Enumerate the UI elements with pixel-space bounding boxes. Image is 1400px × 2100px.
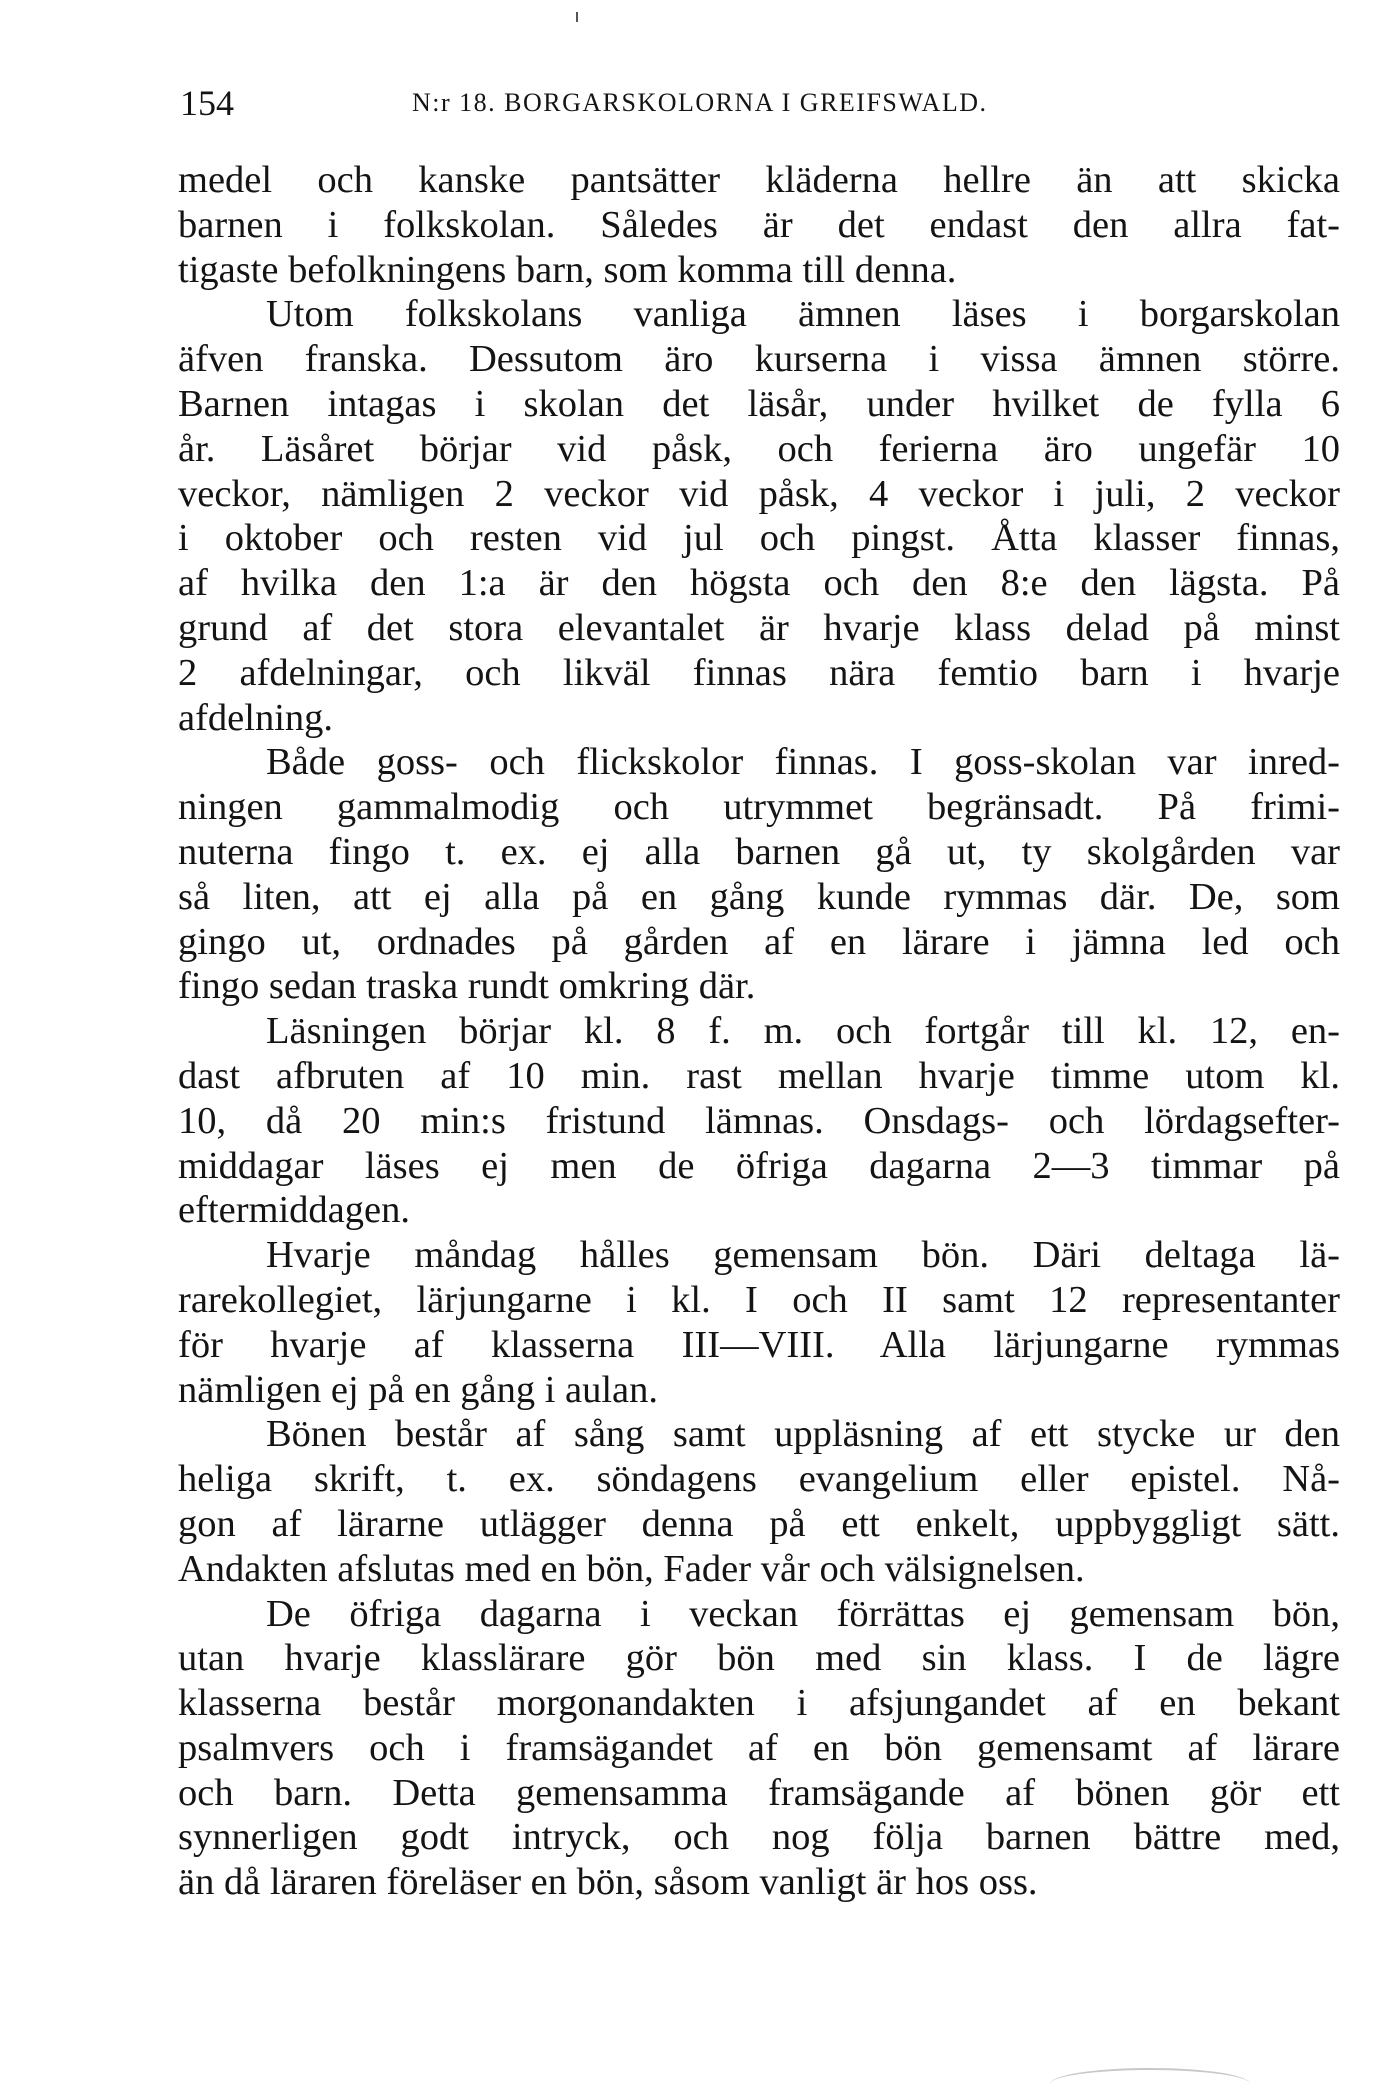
print-mark <box>576 12 578 22</box>
text-line: rarekollegiet, lärjungarne i kl. I och II samt 12 representanter <box>178 1278 1340 1321</box>
text-line: klasserna består morgonandakten i afsjungandet af en bekant <box>178 1682 1340 1725</box>
text-line: afdelning. <box>178 696 334 739</box>
text-line: De öfriga dagarna i veckan förrättas ej gemensam bön, <box>266 1592 1340 1635</box>
page-header <box>180 82 1340 142</box>
text-line: af hvilka den 1:a är den högsta och den 8:e den lägsta. På <box>178 562 1340 605</box>
text-line: för hvarje af klasserna III—VIII. Alla lärjungarne rymmas <box>178 1323 1340 1366</box>
page-bleed-mark <box>1050 2068 1250 2100</box>
text-line: gingo ut, ordnades på gården af en lärare i jämna led och <box>178 920 1340 963</box>
text-line: Andakten afslutas med en bön, Fader vår och välsignelsen. <box>178 1547 1085 1590</box>
text-line: Utom folkskolans vanliga ämnen läses i borgarskolan <box>266 293 1340 336</box>
text-line: grund af det stora elevantalet är hvarje klass delad på minst <box>178 606 1340 649</box>
text-line: än då läraren föreläser en bön, såsom vanligt är hos oss. <box>178 1861 1038 1904</box>
text-line: veckor, nämligen 2 veckor vid påsk, 4 veckor i juli, 2 veckor <box>178 472 1340 515</box>
text-line: psalmvers och i framsägandet af en bön gemensamt af lärare <box>178 1726 1340 1769</box>
text-line: så liten, att ej alla på en gång kunde rymmas där. De, som <box>178 875 1340 918</box>
text-line: Barnen intagas i skolan det läsår, under hvilket de fylla 6 <box>178 382 1340 425</box>
text-line: Läsningen börjar kl. 8 f. m. och fortgår till kl. 12, en- <box>266 1010 1340 1053</box>
text-line: äfven franska. Dessutom äro kurserna i vissa ämnen större. <box>178 338 1340 381</box>
body-text <box>178 158 1340 1905</box>
text-line: dast afbruten af 10 min. rast mellan hvarje timme utom kl. <box>178 1054 1340 1097</box>
page-number: 154 <box>180 83 234 123</box>
text-line: utan hvarje klasslärare gör bön med sin klass. I de lägre <box>178 1637 1340 1680</box>
text-line: ningen gammalmodig och utrymmet begränsadt. På frimi- <box>178 786 1340 829</box>
text-line: barnen i folkskolan. Således är det endast den allra fat- <box>178 203 1340 246</box>
text-line: fingo sedan traska rundt omkring där. <box>178 965 756 1008</box>
text-line: Både goss- och flickskolor finnas. I goss-skolan var inred- <box>266 741 1340 784</box>
text-line: middagar läses ej men de öfriga dagarna 2—3 timmar på <box>178 1144 1340 1187</box>
text-line: 2 afdelningar, och likväl finnas nära femtio barn i hvarje <box>178 651 1340 694</box>
text-line: medel och kanske pantsätter kläderna hellre än att skicka <box>178 159 1340 201</box>
text-line: och barn. Detta gemensamma framsägande af bönen gör ett <box>178 1771 1340 1814</box>
text-line: nuterna fingo t. ex. ej alla barnen gå ut, ty skolgården var <box>178 830 1340 873</box>
text-line: nämligen ej på en gång i aulan. <box>178 1368 659 1411</box>
text-line: år. Läsåret börjar vid påsk, och ferierna äro ungefär 10 <box>178 427 1340 470</box>
text-line: heliga skrift, t. ex. söndagens evangelium eller epistel. Nå- <box>178 1458 1340 1501</box>
text-line: eftermiddagen. <box>178 1189 410 1232</box>
running-head: N:r 18. BORGARSKOLORNA I GREIFSWALD. <box>412 88 988 117</box>
text-line: Bönen består af sång samt uppläsning af ett stycke ur den <box>266 1413 1340 1456</box>
text-line: 10, då 20 min:s fristund lämnas. Onsdags- och lördagsefter- <box>178 1099 1340 1142</box>
text-line: i oktober och resten vid jul och pingst. Åtta klasser finnas, <box>178 517 1340 560</box>
text-line: tigaste befolkningens barn, som komma till denna. <box>178 248 957 291</box>
text-line: gon af lärarne utlägger denna på ett enkelt, uppbyggligt sätt. <box>178 1502 1340 1545</box>
text-line: synnerligen godt intryck, och nog följa barnen bättre med, <box>178 1816 1340 1859</box>
text-line: Hvarje måndag hålles gemensam bön. Däri deltaga lä- <box>266 1234 1340 1277</box>
